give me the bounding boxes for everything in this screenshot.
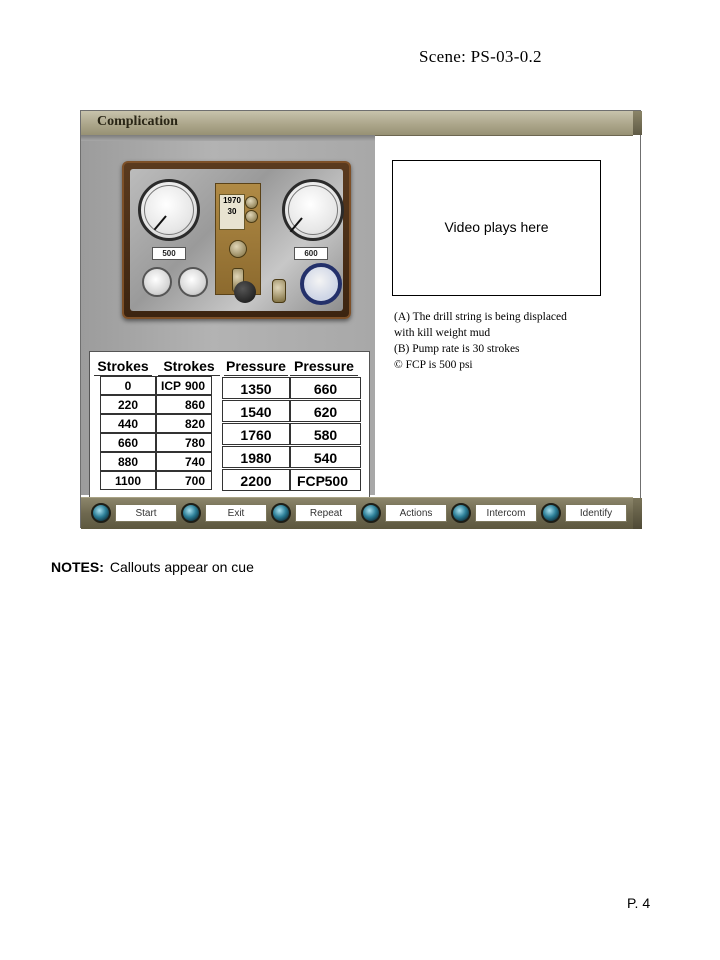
title-bar (81, 111, 633, 136)
strokes-cell: 1980 (240, 450, 272, 466)
table-row (290, 446, 361, 468)
table-header-strokes-2: Strokes (158, 357, 220, 376)
nav-bar-end (633, 498, 642, 529)
exit-button-label[interactable]: Exit (205, 504, 267, 522)
gauge-rim (288, 185, 338, 235)
choke-control-knob[interactable] (229, 240, 247, 258)
pressure-cell: 700 (184, 474, 205, 488)
strokes-cell: 1350 (240, 381, 272, 397)
table-header-pressure-1: Pressure (224, 357, 288, 376)
strokes-cell: 880 (117, 455, 139, 469)
pressure-cell: 740 (184, 455, 205, 469)
fcp-label: FCP (297, 473, 325, 489)
strokes-cell: 660 (117, 436, 139, 450)
window-title: Complication (97, 114, 178, 129)
notes-label: NOTES: (51, 559, 104, 575)
table-row (156, 471, 212, 490)
counter-reset-knob[interactable] (245, 196, 258, 209)
pressure-cell: 900 (184, 379, 205, 393)
table-row (100, 414, 156, 433)
gauge-rim (144, 185, 194, 235)
small-gauge-1 (142, 267, 172, 297)
small-gauge-2 (178, 267, 208, 297)
video-placeholder: Video plays here (444, 219, 549, 235)
label-cell: ICP (161, 379, 182, 393)
page-number: P. 4 (627, 895, 651, 911)
orb-icon[interactable] (181, 503, 201, 523)
identify-button-label[interactable]: Identify (565, 504, 627, 522)
table-row (156, 395, 212, 414)
console-face (130, 169, 343, 311)
intercom-button[interactable] (451, 501, 541, 525)
callout-line-2: with kill weight mud (394, 327, 491, 339)
start-button[interactable] (91, 501, 181, 525)
callout-text (394, 309, 609, 373)
pressure-cell: 580 (313, 427, 338, 443)
strokes-cell: 0 (124, 379, 132, 393)
table-row (290, 377, 361, 399)
casing-pressure-gauge (282, 179, 344, 241)
video-player[interactable] (392, 160, 601, 296)
pump-stroke-counter-panel (215, 183, 261, 295)
table-row (222, 446, 290, 468)
start-button-label[interactable]: Start (115, 504, 177, 522)
stroke-rate-gauge (300, 263, 342, 305)
strokes-cell: 220 (117, 398, 139, 412)
toggle-switch-icon[interactable] (272, 279, 286, 303)
orb-icon[interactable] (91, 503, 111, 523)
table-row (100, 452, 156, 471)
exit-button[interactable] (181, 501, 271, 525)
panel-top-strip (81, 135, 375, 141)
strokes-cell: 1100 (114, 474, 142, 488)
pressure-cell: 820 (184, 417, 205, 431)
pressure-cell: 780 (184, 436, 205, 450)
strokes-cell: 1540 (240, 404, 272, 420)
repeat-button[interactable] (271, 501, 361, 525)
table-row (156, 376, 212, 395)
pressure-cell: 540 (313, 450, 338, 466)
counter-select-knob[interactable] (245, 210, 258, 223)
table-row (100, 395, 156, 414)
navigation-bar (81, 497, 633, 529)
pressure-cell: 660 (313, 381, 338, 397)
title-bar-end (633, 111, 642, 135)
orb-icon[interactable] (541, 503, 561, 523)
table-row (222, 469, 290, 491)
table-row (100, 471, 156, 490)
table-row (290, 423, 361, 445)
intercom-button-label[interactable]: Intercom (475, 504, 537, 522)
table-row (222, 400, 290, 422)
table-row (156, 414, 212, 433)
table-row (100, 376, 156, 395)
table-row (156, 433, 212, 452)
strokes-cell: 2200 (240, 473, 272, 489)
orb-icon[interactable] (271, 503, 291, 523)
stroke-counter-display (219, 194, 245, 230)
actions-button-label[interactable]: Actions (385, 504, 447, 522)
table-row (222, 377, 290, 399)
stroke-counter-top: 1970 (223, 196, 241, 205)
table-row (156, 452, 212, 471)
actions-button[interactable] (361, 501, 451, 525)
scene-label: Scene: PS-03-0.2 (419, 47, 542, 66)
table-row (290, 469, 361, 491)
strokes-cell: 440 (117, 417, 139, 431)
table-header-strokes-1: Strokes (94, 357, 152, 376)
stroke-counter-bottom: 30 (227, 207, 237, 216)
notes-text: Callouts appear on cue (109, 559, 254, 575)
pressure-cell: 620 (313, 404, 338, 420)
pressure-cell: 500 (324, 473, 348, 489)
drill-pipe-pressure-gauge (138, 179, 200, 241)
pressure-schedule-table (89, 351, 370, 513)
table-row (290, 400, 361, 422)
table-header-pressure-2: Pressure (290, 357, 358, 376)
strokes-cell: 1760 (240, 427, 272, 443)
table-row (100, 433, 156, 452)
table-row (222, 423, 290, 445)
pressure-cell: 860 (184, 398, 205, 412)
orb-icon[interactable] (361, 503, 381, 523)
simulation-window (80, 110, 641, 528)
control-panel-area (81, 135, 375, 495)
choke-console (122, 161, 351, 319)
identify-button[interactable] (541, 501, 631, 525)
callout-line-4: © FCP is 500 psi (394, 359, 473, 371)
right-gauge-readout: 600 (294, 247, 328, 260)
callout-line-1: (A) The drill string is being displaced (394, 311, 567, 323)
callout-line-3: (B) Pump rate is 30 strokes (394, 343, 520, 355)
black-control-knob[interactable] (234, 281, 256, 303)
repeat-button-label[interactable]: Repeat (295, 504, 357, 522)
left-gauge-readout: 500 (152, 247, 186, 260)
orb-icon[interactable] (451, 503, 471, 523)
page-notes (51, 559, 254, 575)
